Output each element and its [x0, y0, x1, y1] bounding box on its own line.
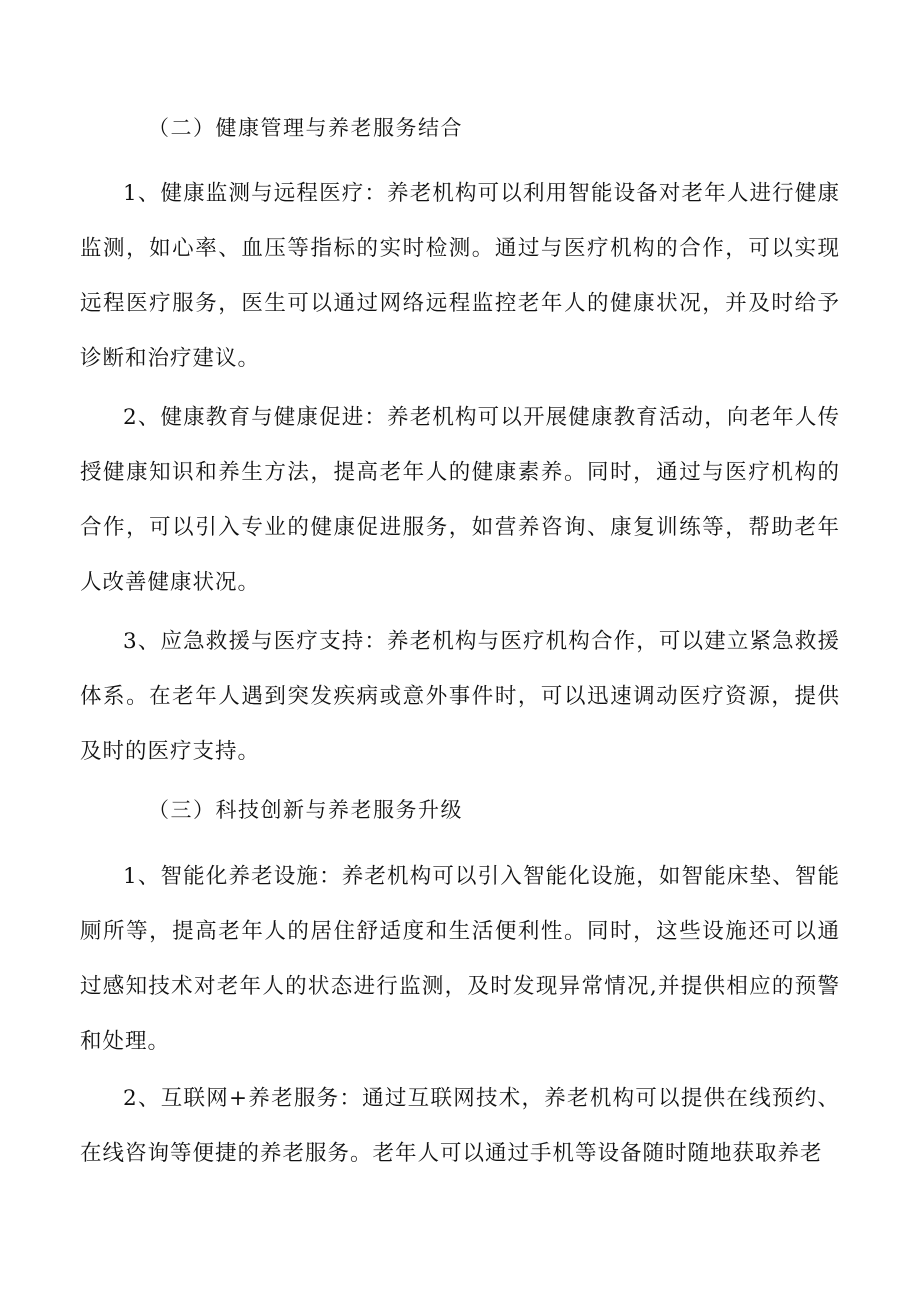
paragraph-internet-plus: 2、互联网+养老服务：通过互联网技术，养老机构可以提供在线预约、在线咨询等便捷的养老服务。老年人可以通过手机等设备随时随地获取养老 — [80, 1086, 840, 1166]
paragraph-health-monitoring: 1、健康监测与远程医疗：养老机构可以利用智能设备对老年人进行健康监测，如心率、血压等指标的实时检测。通过与医疗机构的合作，可以实现远程医疗服务，医生可以通过网络远程监控老年人的健康状况，并及时给予诊断和治疗建议。 — [80, 181, 840, 371]
section-heading-health-management: （二）健康管理与养老服务结合 — [148, 116, 463, 140]
paragraph-smart-facilities: 1、智能化养老设施：养老机构可以引入智能化设施，如智能床垫、智能厕所等，提高老年人的居住舒适度和生活便利性。同时，这些设施还可以通过感知技术对老年人的状态进行监测，及时发现异常情况,并提供相应的预警和处理。 — [80, 864, 840, 1054]
section-heading-tech-innovation: （三）科技创新与养老服务升级 — [148, 798, 463, 822]
paragraph-emergency-rescue: 3、应急救援与医疗支持：养老机构与医疗机构合作，可以建立紧急救援体系。在老年人遇到突发疾病或意外事件时，可以迅速调动医疗资源，提供及时的医疗支持。 — [80, 629, 840, 764]
paragraph-health-education: 2、健康教育与健康促进：养老机构可以开展健康教育活动，向老年人传授健康知识和养生方法，提高老年人的健康素养。同时，通过与医疗机构的合作，可以引入专业的健康促进服务，如营养咨询、康复训练等，帮助老年人改善健康状况。 — [80, 405, 840, 595]
